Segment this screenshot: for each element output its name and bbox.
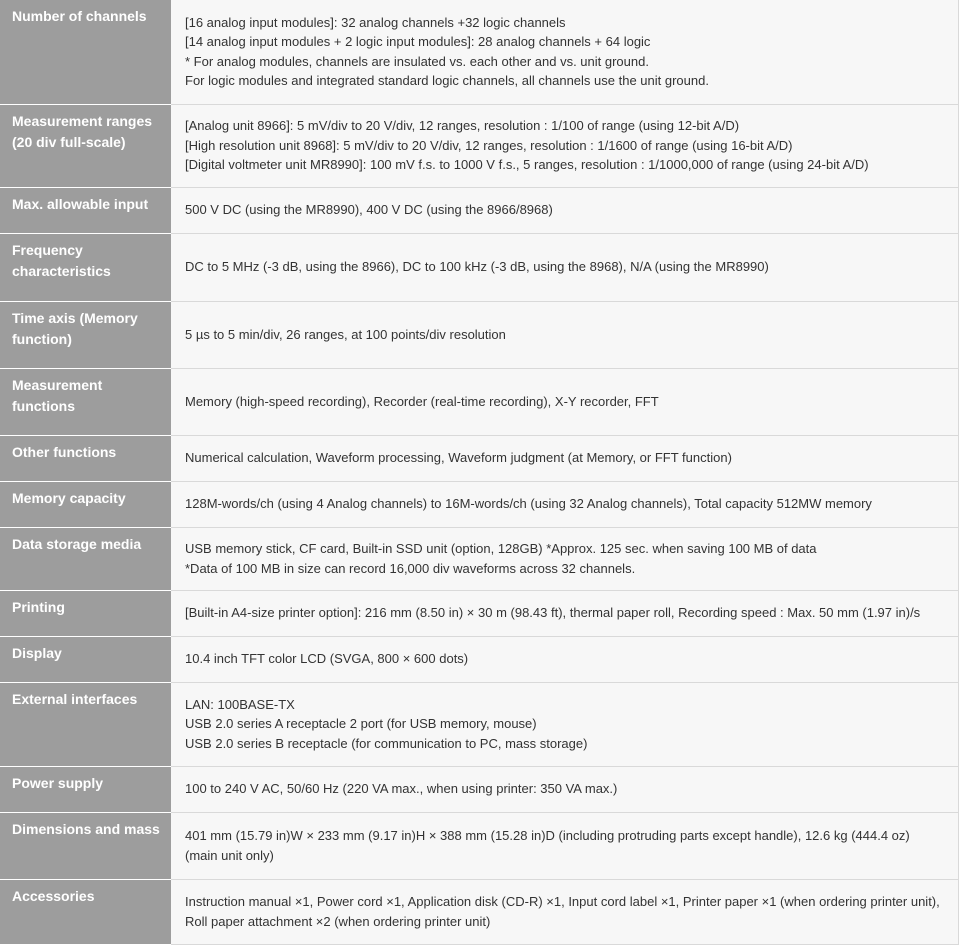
spec-label: Memory capacity (0, 481, 171, 527)
spec-value (171, 233, 959, 301)
spec-label: Power supply (0, 766, 171, 812)
spec-value (171, 682, 959, 766)
spec-label: Other functions (0, 435, 171, 481)
spec-value-line: LAN: 100BASE-TX (185, 696, 295, 712)
spec-value (171, 104, 959, 187)
spec-value (171, 301, 959, 368)
spec-value (171, 0, 959, 104)
spec-value-line: *Data of 100 MB in size can record 16,000 div waveforms across 32 channels. (185, 560, 636, 576)
spec-row-dimensions-and-mass (0, 812, 959, 879)
spec-value (171, 368, 959, 435)
spec-row-data-storage-media (0, 527, 959, 590)
spec-value-line: Instruction manual ×1, Power cord ×1, Application disk (CD-R) ×1, Input cord label ×1, Printer paper ×1 (when ordering printer unit), (185, 894, 940, 909)
spec-value (171, 527, 959, 590)
spec-value-line: 401 mm (15.79 in)W × 233 mm (9.17 in)H × 388 mm (15.28 in)D (including protruding parts except handle), 12.6 kg (444.4 oz) (185, 828, 910, 843)
spec-value (171, 481, 959, 527)
spec-value-line: [16 analog input modules]: 32 analog channels +32 logic channels (185, 14, 566, 30)
spec-value-line: Numerical calculation, Waveform processing, Waveform judgment (at Memory, or FFT function) (185, 450, 732, 466)
spec-label: Data storage media (0, 527, 171, 590)
spec-value-line: [Analog unit 8966]: 5 mV/div to 20 V/div, 12 ranges, resolution : 1/100 of range (using 12-bit A/D) (185, 118, 740, 134)
spec-value (171, 766, 959, 812)
spec-value (171, 812, 959, 879)
spec-value-line: [14 analog input modules + 2 logic input modules]: 28 analog channels + 64 logic (185, 34, 651, 50)
spec-row-power-supply (0, 766, 959, 812)
spec-value-line: USB 2.0 series B receptacle (for communication to PC, mass storage) (185, 735, 588, 751)
spec-value-line: For logic modules and integrated standard logic channels, all channels use the unit ground. (185, 73, 709, 89)
spec-row-memory-capacity (0, 481, 959, 527)
spec-label: Frequency characteristics (0, 233, 171, 301)
spec-label: External interfaces (0, 682, 171, 766)
spec-value-line: [Digital voltmeter unit MR8990]: 100 mV f.s. to 1000 V f.s., 5 ranges, resolution : 1/1000,000 of range (using 24-bit A/D) (185, 157, 869, 173)
spec-row-number-of-channels (0, 0, 959, 104)
spec-value-line: (main unit only) (185, 847, 274, 863)
spec-row-measurement-ranges (0, 104, 959, 187)
spec-label: Measurement functions (0, 368, 171, 435)
spec-value-line: 100 to 240 V AC, 50/60 Hz (220 VA max., when using printer: 350 VA max.) (185, 781, 618, 797)
spec-row-printing (0, 590, 959, 636)
spec-value-line: DC to 5 MHz (-3 dB, using the 8966), DC to 100 kHz (-3 dB, using the 8968), N/A (using the MR8990) (185, 259, 769, 275)
spec-value-line: * For analog modules, channels are insulated vs. each other and vs. unit ground. (185, 53, 649, 69)
spec-value-line: USB memory stick, CF card, Built-in SSD unit (option, 128GB) *Approx. 125 sec. when saving 100 MB of data (185, 541, 817, 556)
spec-label: Time axis (Memory function) (0, 301, 171, 368)
spec-label: Measurement ranges (20 div full-scale) (0, 104, 171, 187)
spec-value-line: [High resolution unit 8968]: 5 mV/div to 20 V/div, 12 ranges, resolution : 1/1600 of range (using 16-bit A/D) (185, 137, 793, 153)
spec-row-measurement-functions (0, 368, 959, 435)
spec-value-line: 128M-words/ch (using 4 Analog channels) to 16M-words/ch (using 32 Analog channels), Total capacity 512MW memory (185, 496, 872, 512)
spec-label: Accessories (0, 879, 171, 944)
spec-value-line: 5 µs to 5 min/div, 26 ranges, at 100 points/div resolution (185, 326, 506, 342)
spec-label: Display (0, 636, 171, 682)
spec-value-line: Roll paper attachment ×2 (when ordering printer unit) (185, 913, 491, 929)
spec-value-line: USB 2.0 series A receptacle 2 port (for USB memory, mouse) (185, 716, 537, 732)
spec-row-display (0, 636, 959, 682)
spec-row-other-functions (0, 435, 959, 481)
spec-value (171, 590, 959, 636)
spec-value (171, 435, 959, 481)
spec-row-max-allowable-input (0, 187, 959, 233)
spec-value (171, 187, 959, 233)
spec-row-frequency-characteristics (0, 233, 959, 301)
spec-label: Printing (0, 590, 171, 636)
spec-row-external-interfaces (0, 682, 959, 766)
spec-value (171, 636, 959, 682)
spec-value (171, 879, 959, 944)
spec-value-line: 500 V DC (using the MR8990), 400 V DC (using the 8966/8968) (185, 202, 553, 218)
spec-row-accessories (0, 879, 959, 944)
spec-value-line: 10.4 inch TFT color LCD (SVGA, 800 × 600 dots) (185, 651, 469, 667)
spec-value-line: [Built-in A4-size printer option]: 216 mm (8.50 in) × 30 m (98.43 ft), thermal paper roll, Recording speed : Max. 50 mm (1.97 in)/s (185, 605, 921, 621)
spec-value-line: Memory (high-speed recording), Recorder (real-time recording), X-Y recorder, FFT (185, 393, 659, 409)
spec-label: Dimensions and mass (0, 812, 171, 879)
spec-label: Max. allowable input (0, 187, 171, 233)
spec-label: Number of channels (0, 0, 171, 104)
spec-row-time-axis (0, 301, 959, 368)
